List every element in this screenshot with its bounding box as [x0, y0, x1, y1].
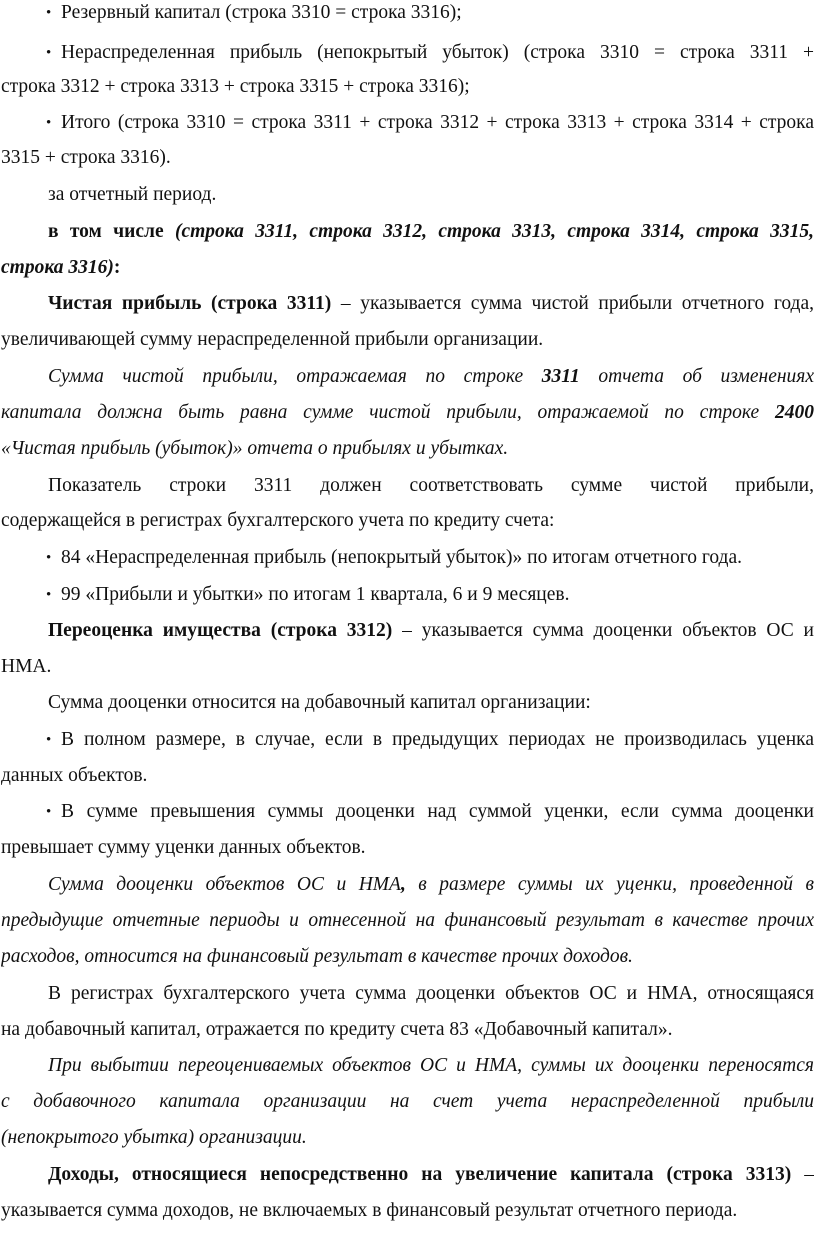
text-line: В регистрах бухгалтерского учета сумма дооценки объектов ОС и НМА, относящаяся	[48, 983, 814, 1004]
text-line: капитала должна быть равна сумме чистой прибыли, отражаемой по строке 2400	[1, 402, 814, 423]
text-line: за отчетный период.	[48, 184, 217, 205]
text-line: Показатель строки 3311 должен соответствовать сумме чистой прибыли,	[48, 475, 814, 496]
text-line: с добавочного капитала организации на счет учета нераспределенной прибыли	[1, 1091, 814, 1112]
text-line: на добавочный капитал, отражается по кредиту счета 83 «Добавочный капитал».	[1, 1019, 673, 1040]
including-heading: в том числе (строка 3311, строка 3312, строка 3313, строка 3314, строка 3315,	[48, 221, 814, 242]
bullet-total: • Итого (строка 3310 = строка 3311 + строка 3312 + строка 3313 + строка 3314 + строка	[1, 110, 814, 136]
text-line: 3315 + строка 3316).	[1, 147, 171, 168]
bullet-reserve-capital: • Резервный капитал (строка 3310 = строка 3316);	[1, 0, 814, 26]
text-line: увеличивающей сумму нераспределенной прибыли организации.	[1, 329, 544, 350]
text-line: содержащейся в регистрах бухгалтерского учета по кредиту счета:	[1, 510, 555, 531]
text-line: превышает сумму уценки данных объектов.	[1, 837, 366, 858]
bullet-full-amount: • В полном размере, в случае, если в предыдущих периодах не производилась уценка	[1, 727, 814, 753]
text-line: «Чистая прибыль (убыток)» отчета о прибылях и убытках.	[1, 438, 509, 459]
text-line: строка 3312 + строка 3313 + строка 3315 + строка 3316);	[1, 76, 470, 97]
text-line: расходов, относится на финансовый результат в качестве прочих доходов.	[1, 946, 633, 967]
text-line: НМА.	[1, 656, 52, 677]
bullet-account-99: • 99 «Прибыли и убытки» по итогам 1 квартала, 6 и 9 месяцев.	[1, 582, 814, 608]
capital-income-paragraph: Доходы, относящиеся непосредственно на увеличение капитала (строка 3313) –	[48, 1164, 814, 1185]
text-line: Сумма дооценки относится на добавочный капитал организации:	[48, 692, 591, 713]
text-line: (непокрытого убытка) организации.	[1, 1127, 307, 1148]
disposal-note: При выбытии переоцениваемых объектов ОС и НМА, суммы их дооценки переносятся	[48, 1055, 814, 1076]
net-profit-note: Сумма чистой прибыли, отражаемая по строке 3311 отчета об изменениях	[48, 366, 814, 387]
revaluation-paragraph: Переоценка имущества (строка 3312) – указывается сумма дооценки объектов ОС и	[48, 620, 814, 641]
including-heading-cont: строка 3316):	[1, 257, 121, 278]
text-line: данных объектов.	[1, 765, 148, 786]
bullet-retained-earnings: • Нераспределенная прибыль (непокрытый убыток) (строка 3310 = строка 3311 +	[1, 40, 814, 66]
bullet-account-84: • 84 «Нераспределенная прибыль (непокрытый убыток)» по итогам отчетного года.	[1, 545, 814, 571]
text-line: указывается сумма доходов, не включаемых в финансовый результат отчетного периода.	[1, 1200, 738, 1221]
revaluation-note: Сумма дооценки объектов ОС и НМА, в размере суммы их уценки, проведенной в	[48, 874, 814, 895]
text-line: предыдущие отчетные периоды и отнесенной на финансовый результат в качестве прочих	[1, 910, 814, 931]
bullet-excess-amount: • В сумме превышения суммы дооценки над суммой уценки, если сумма дооценки	[1, 799, 814, 825]
net-profit-paragraph: Чистая прибыль (строка 3311) – указывается сумма чистой прибыли отчетного года,	[48, 293, 814, 314]
